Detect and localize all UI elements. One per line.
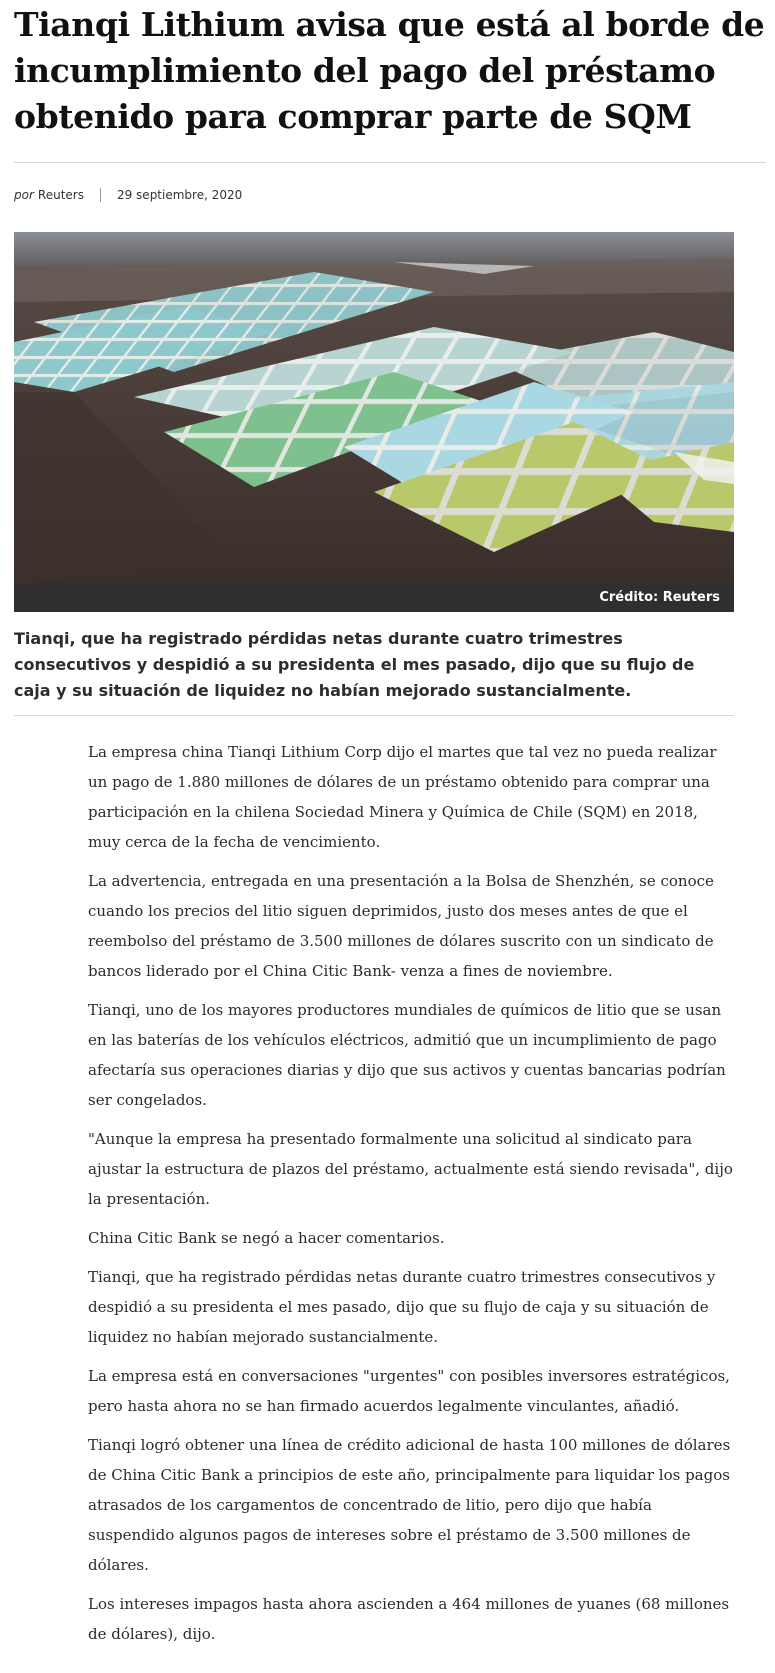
article-headline: Tianqi Lithium avisa que está al borde de incumplimiento del pago del préstamo obtenido para comprar parte de SQM: [14, 5, 765, 136]
body-paragraph: "Aunque la empresa ha presentado formalmente una solicitud al sindicato para ajustar la estructura de plazos del préstamo, actualmente está siendo revisada", dijo la presentación.: [88, 1130, 733, 1208]
byline-separator: [100, 188, 101, 202]
body-paragraph: La advertencia, entregada en una presentación a la Bolsa de Shenzhén, se conoce cuando los precios del litio siguen deprimidos, justo dos meses antes de que el reembolso del préstamo de 3.500 millones de dólares suscrito con un sindicato de bancos liderado por el China Citic Bank- venza a fines de noviembre.: [88, 872, 714, 980]
salt-ponds-photo: [14, 232, 734, 584]
image-credit: Crédito: Reuters: [599, 590, 720, 605]
body-paragraph: Los intereses impagos hasta ahora ascienden a 464 millones de yuanes (68 millones de dólares), dijo.: [88, 1595, 730, 1643]
byline: [14, 188, 242, 202]
body-paragraph: Tianqi logró obtener una línea de crédito adicional de hasta 100 millones de dólares de China Citic Bank a principios de este año, principalmente para liquidar los pagos atrasados de los cargamentos de concentrado de litio, pero dijo que había suspendido algunos pagos de intereses sobre el préstamo de 3.500 millones de dólares.: [88, 1436, 731, 1574]
lede-divider: [14, 715, 734, 716]
body-paragraph: Tianqi, que ha registrado pérdidas netas durante cuatro trimestres consecutivos y despidió a su presidenta el mes pasado, dijo que su flujo de caja y su situación de liquidez no habían mejorado sustancialmente.: [88, 1268, 716, 1346]
byline-date: 29 septiembre, 2020: [116, 188, 243, 202]
body-paragraph: China Citic Bank se negó a hacer comentarios.: [88, 1229, 445, 1247]
body-paragraph: La empresa china Tianqi Lithium Corp dijo el martes que tal vez no pueda realizar un pago de 1.880 millones de dólares de un préstamo obtenido para comprar una participación en la chilena Sociedad Minera y Química de Chile (SQM) en 2018, muy cerca de la fecha de vencimiento.: [88, 743, 717, 851]
headline-divider: [14, 162, 766, 163]
article-hero-image: [14, 232, 734, 612]
byline-author-link[interactable]: Reuters: [37, 188, 84, 202]
image-credit-bar: [14, 584, 734, 612]
body-paragraph: Tianqi, uno de los mayores productores mundiales de químicos de litio que se usan en las baterías de los vehículos eléctricos, admitió que un incumplimiento de pago afectaría sus operaciones diarias y dijo que sus activos y cuentas bancarias podrían ser congelados.: [88, 1001, 726, 1109]
byline-prefix: por: [14, 188, 34, 202]
article-body: [88, 737, 733, 1658]
body-paragraph: La empresa está en conversaciones "urgentes" con posibles inversores estratégicos, pero hasta ahora no se han firmado acuerdos legalmente vinculantes, añadió.: [88, 1367, 730, 1415]
article-lede: Tianqi, que ha registrado pérdidas netas durante cuatro trimestres consecutivos y despidió a su presidenta el mes pasado, dijo que su flujo de caja y su situación de liquidez no habían mejorado sustancialmente.: [14, 629, 695, 700]
